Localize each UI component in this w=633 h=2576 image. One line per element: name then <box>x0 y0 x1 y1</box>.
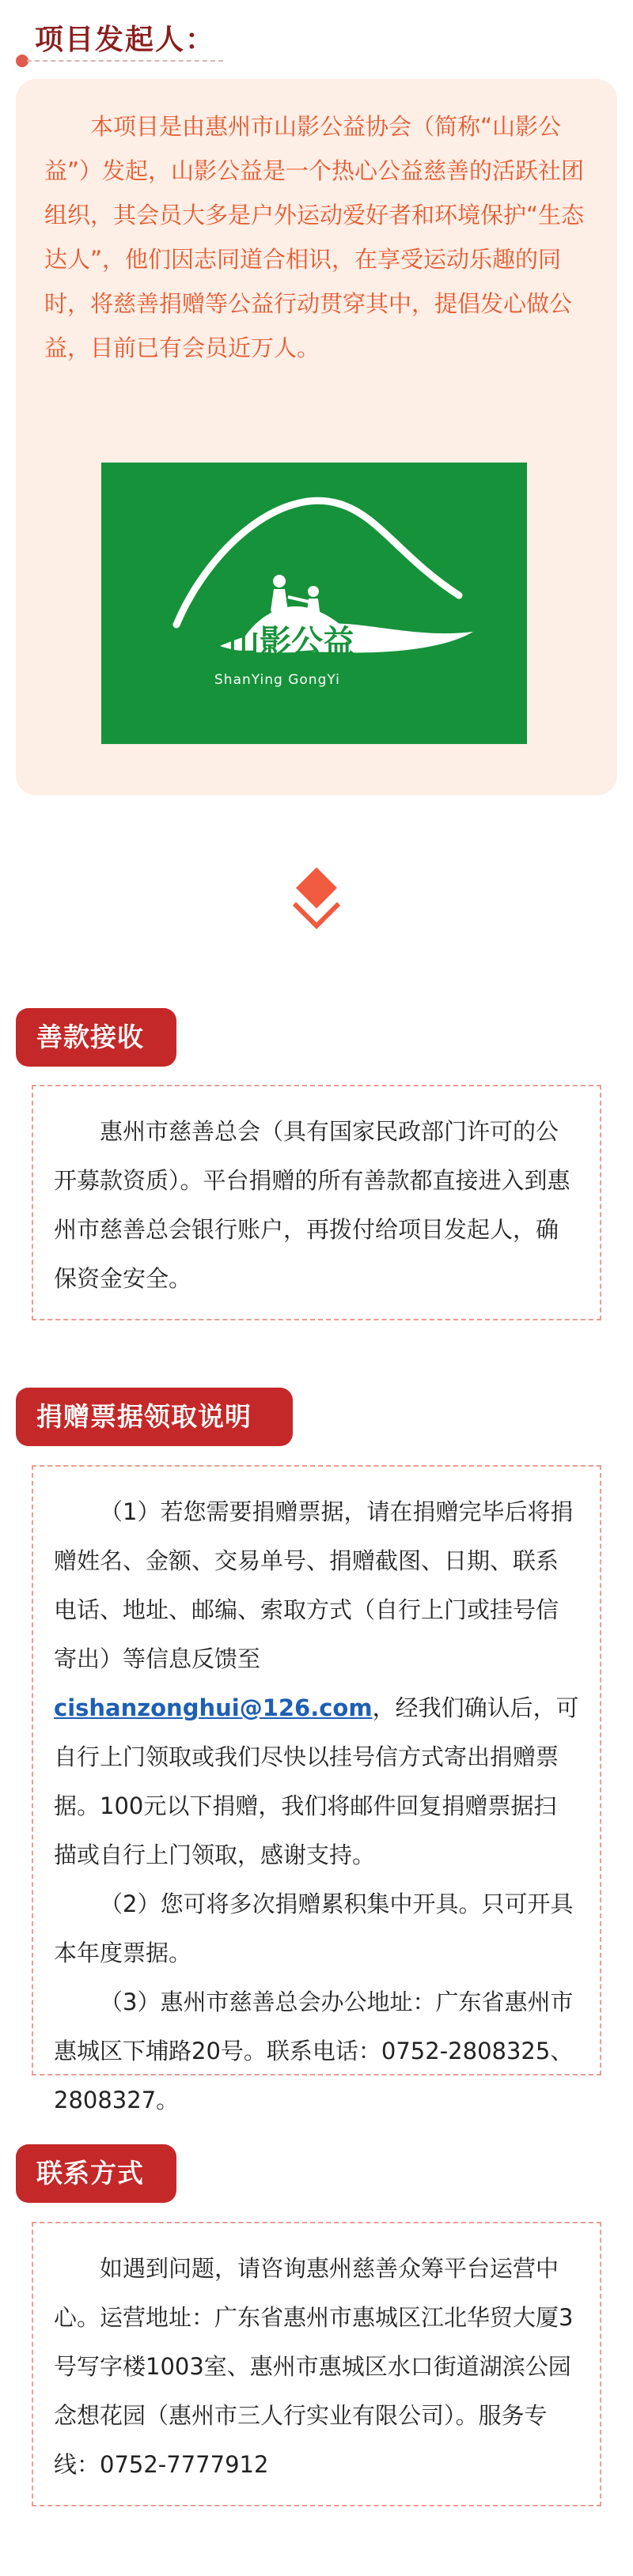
funds-section-box <box>32 1085 601 1320</box>
receipt-paragraph-2: （2）您可将多次捐赠累积集中开具。只可开具本年度票据。 <box>54 1890 574 1966</box>
receipt-section-box <box>32 1465 601 2113</box>
heading-dashed-line <box>27 60 223 62</box>
sponsor-heading <box>16 14 222 70</box>
contact-text: 如遇到问题，请咨询惠州慈善众筹平台运营中心。运营地址：广东省惠州市惠城区江北华贸大厦3号写字楼1003室、惠州市惠城区水口街道湖滨公园念想花园（惠州市三人行实业有限公司）。服务专线：0752-7777912 <box>54 2255 574 2478</box>
funds-text: 惠州市慈善总会（具有国家民政部门许可的公开募款资质）。平台捐赠的所有善款都直接进入到惠州市慈善总会银行账户，再拨付给项目发起人，确保资金安全。 <box>54 1118 570 1292</box>
funds-section-label: 善款接收 <box>16 1008 176 1067</box>
contact-section-label: 联系方式 <box>16 2144 176 2203</box>
sponsor-title: 项目发起人： <box>35 24 216 56</box>
receipt-p1-after: ，经我们确认后，可自行上门领取或我们尽快以挂号信方式寄出捐赠票据。100元以下捐赠，我们将邮件回复捐赠票据扫描或自行上门领取，感谢支持。 <box>54 1694 579 1868</box>
logo-name-cn: 山影公益 <box>228 624 354 660</box>
sponsor-intro-text: 本项目是由惠州市山影公益协会（简称“山影公益”）发起，山影公益是一个热心公益慈善的活跃社团组织，其会员大多是户外运动爱好者和环境保护“生态达人”，他们因志同道合相识，在享受运动乐趣的同时，将慈善捐赠等公益行动贯穿其中，提倡发心做公益，目前已有会员近万人。 <box>44 113 585 361</box>
sponsor-intro-card <box>16 79 617 795</box>
contact-section-box <box>32 2222 601 2506</box>
logo-mountain-icon <box>101 463 527 744</box>
shanying-logo <box>101 463 527 744</box>
logo-name-pinyin: ShanYing GongYi <box>214 672 340 688</box>
receipt-paragraph-3: （3）惠州市慈善总会办公地址：广东省惠州市惠城区下埔路20号。联系电话：0752-2808325、2808327。 <box>54 1989 574 2113</box>
receipt-section-label: 捐赠票据领取说明 <box>16 1388 293 1446</box>
receipt-paragraph-1 <box>33 1467 600 1879</box>
receipt-p1-text: （1）若您需要捐赠票据，请在捐赠完毕后将捐赠姓名、金额、交易单号、捐赠截图、日期、联系电话、地址、邮编、索取方式（自行上门或挂号信寄出）等信息反馈至 <box>54 1498 574 1672</box>
diamond-chevron-icon <box>288 866 345 937</box>
email-link[interactable]: cishanzonghui@126.com <box>54 1694 373 1721</box>
